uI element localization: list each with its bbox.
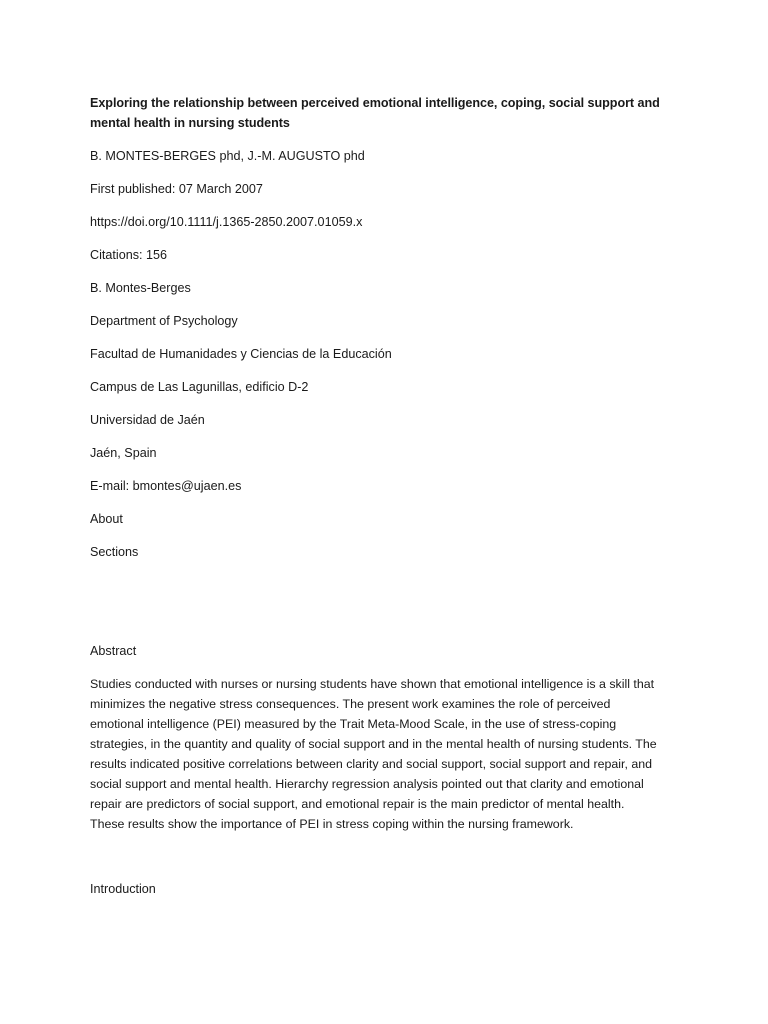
article-authors: B. MONTES-BERGES phd, J.-M. AUGUSTO phd xyxy=(90,149,365,163)
article-title: Exploring the relationship between perceived emotional intelligence, coping, social support and mental health in nursing students xyxy=(90,96,660,130)
affiliation-name: B. Montes-Berges xyxy=(90,281,191,295)
affiliation-email: E-mail: bmontes@ujaen.es xyxy=(90,479,242,493)
abstract-heading: Abstract xyxy=(90,644,137,658)
affiliation-department: Department of Psychology xyxy=(90,314,238,328)
article-doi: https://doi.org/10.1111/j.1365-2850.2007.01059.x xyxy=(90,215,363,229)
spacer xyxy=(90,575,686,641)
citation-count: Citations: 156 xyxy=(90,248,168,262)
sections-label: Sections xyxy=(90,545,139,559)
affiliation-university: Universidad de Jaén xyxy=(90,413,205,427)
about-label: About xyxy=(90,512,123,526)
affiliation-faculty: Facultad de Humanidades y Ciencias de la Educación xyxy=(90,347,392,361)
abstract-body: Studies conducted with nurses or nursing students have shown that emotional intelligence is a skill that minimizes the negative stress consequences. The present work examines the role of perceived emotional intelligence (PEI) measured by the Trait Meta-Mood Scale, in the use of stress-coping strategies, in the quantity and quality of social support and in the mental health of nursing students. The results indicated positive correlations between clarity and social support, social support and repair, and social support and mental health. Hierarchy regression analysis pointed out that clarity and emotional repair are predictors of social support, and emotional repair is the main predictor of mental health. These results show the importance of PEI in stress coping within the nursing framework. xyxy=(90,677,657,831)
affiliation-campus: Campus de Las Lagunillas, edificio D-2 xyxy=(90,380,309,394)
document-content xyxy=(90,93,686,912)
affiliation-location: Jaén, Spain xyxy=(90,446,157,460)
introduction-heading: Introduction xyxy=(90,882,156,896)
spacer xyxy=(90,847,686,879)
publication-date: First published: 07 March 2007 xyxy=(90,182,263,196)
